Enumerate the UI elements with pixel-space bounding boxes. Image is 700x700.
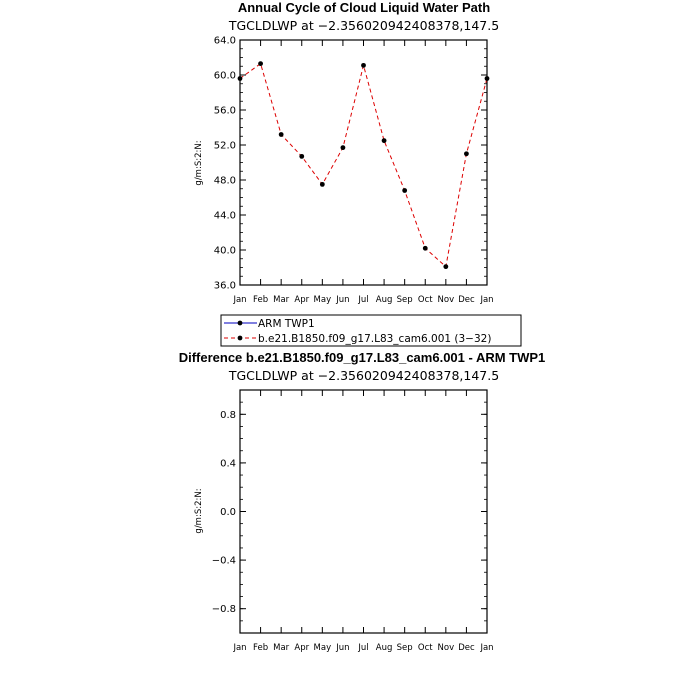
x-tick-label: Aug <box>375 643 393 653</box>
x-tick-label: Nov <box>437 643 455 653</box>
x-tick-label: Nov <box>437 295 455 305</box>
x-tick-label: Feb <box>253 295 269 305</box>
difference-chart <box>179 350 546 653</box>
x-tick-label: Jul <box>358 295 369 305</box>
x-tick-label: May <box>313 643 332 653</box>
y-tick-label: 56.0 <box>213 105 236 117</box>
data-point <box>299 154 304 159</box>
x-tick-label: Sep <box>396 295 413 305</box>
y-tick-label: 40.0 <box>213 245 236 257</box>
data-point <box>423 246 428 251</box>
y-axis-label: g/m:S:2:N: <box>194 140 204 186</box>
x-tick-label: Feb <box>253 643 269 653</box>
y-tick-label: 44.0 <box>213 210 236 222</box>
data-point <box>258 61 263 66</box>
annual-cycle-chart <box>194 0 499 305</box>
x-tick-label: Sep <box>396 643 413 653</box>
x-tick-label: Jun <box>336 295 350 305</box>
x-tick-label: Jan <box>233 295 247 305</box>
y-tick-label: 48.0 <box>213 175 236 187</box>
x-tick-label: Oct <box>417 643 433 653</box>
difference-title: Difference b.e21.B1850.f09_g17.L83_cam6.001 - ARM TWP1 <box>178 350 546 365</box>
x-tick-label: Mar <box>273 295 290 305</box>
data-point <box>238 76 243 81</box>
x-tick-label: Jan <box>233 643 247 653</box>
y-tick-label: 0.0 <box>220 507 236 518</box>
x-tick-label: Jan <box>480 295 494 305</box>
data-point <box>402 188 407 193</box>
legend-entry-arm: ARM TWP1 <box>258 318 315 330</box>
x-tick-label: Apr <box>294 295 310 305</box>
x-tick-label: Jun <box>336 643 350 653</box>
y-tick-label: 0.4 <box>220 458 236 470</box>
data-point <box>464 151 469 156</box>
y-tick-label: −0.4 <box>211 555 236 567</box>
difference-plot-frame <box>240 390 487 633</box>
x-tick-label: Aug <box>375 295 393 305</box>
x-tick-label: Apr <box>294 643 310 653</box>
y-tick-label: 60.0 <box>213 70 236 82</box>
y-tick-label: −0.8 <box>211 604 236 616</box>
data-point <box>382 138 387 143</box>
legend-marker-arm <box>238 321 243 326</box>
difference-subtitle: TGCLDLWP at −2.356020942408378,147.5 <box>228 368 500 383</box>
x-tick-label: Jan <box>480 643 494 653</box>
data-point <box>485 76 490 81</box>
x-tick-label: Dec <box>458 295 475 305</box>
legend-marker-model <box>238 336 243 341</box>
difference-y-axis-label: g/m:S:2:N: <box>194 488 204 534</box>
data-point <box>279 132 284 137</box>
x-tick-label: Mar <box>273 643 290 653</box>
y-tick-label: 64.0 <box>213 35 236 47</box>
data-point <box>361 63 366 68</box>
chart-title: Annual Cycle of Cloud Liquid Water Path <box>237 0 491 15</box>
series-line <box>240 64 487 267</box>
data-point <box>341 145 346 150</box>
legend-entry-model: b.e21.B1850.f09_g17.L83_cam6.001 (3−32) <box>258 333 492 345</box>
y-tick-label: 0.8 <box>220 409 236 421</box>
x-tick-label: May <box>313 295 332 305</box>
data-point <box>320 182 325 187</box>
legend <box>221 315 521 346</box>
chart-subtitle: TGCLDLWP at −2.356020942408378,147.5 <box>228 18 500 33</box>
x-tick-label: Oct <box>417 295 433 305</box>
x-tick-label: Jul <box>358 643 369 653</box>
y-tick-label: 36.0 <box>213 280 236 292</box>
data-point <box>443 264 448 269</box>
plot-frame <box>240 40 487 285</box>
x-tick-label: Dec <box>458 643 475 653</box>
y-tick-label: 52.0 <box>213 140 236 152</box>
